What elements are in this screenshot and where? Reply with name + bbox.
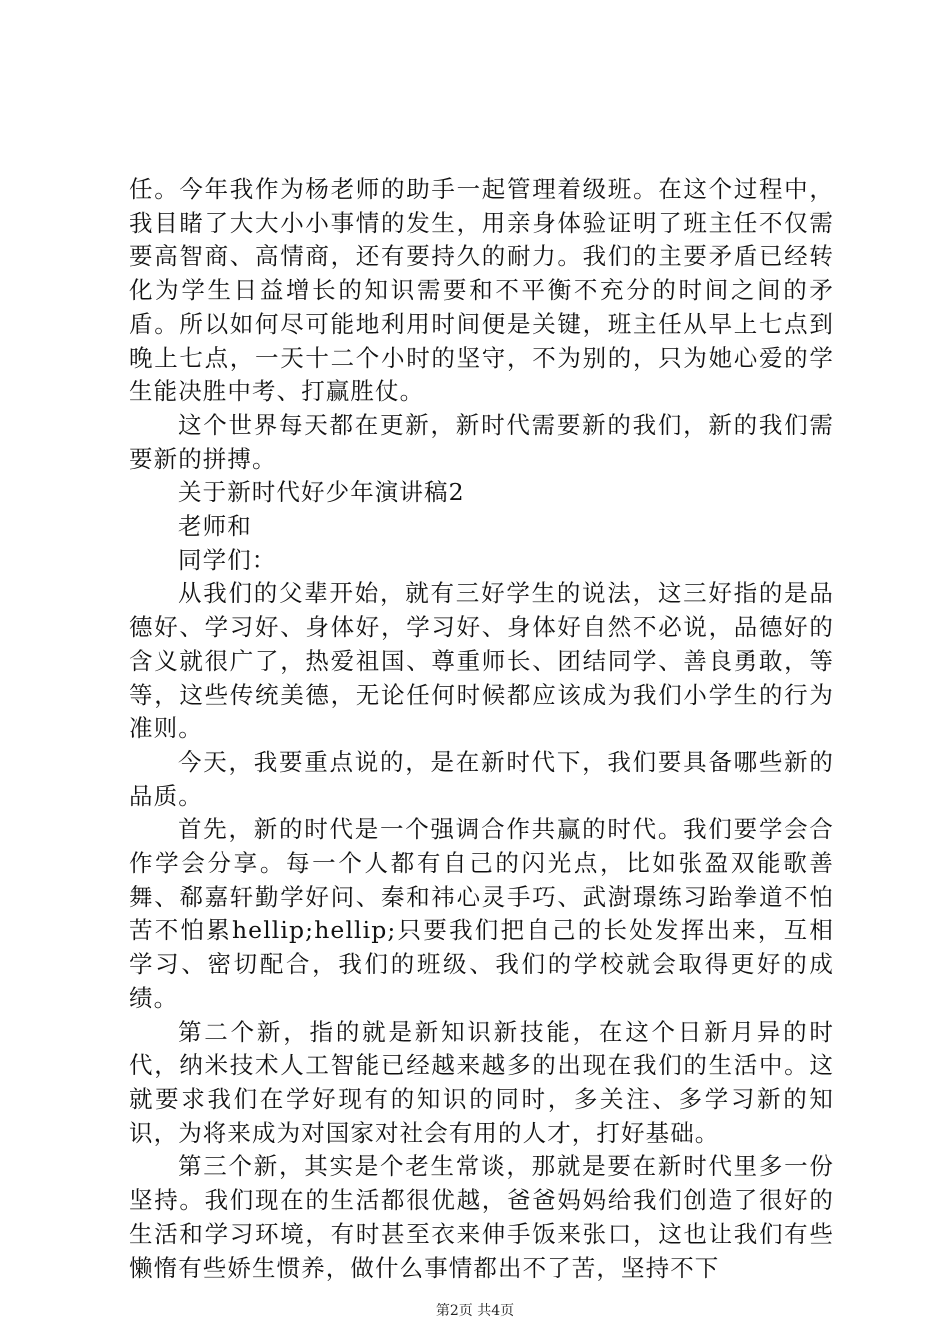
paragraph-second-new: 第二个新，指的就是新知识新技能，在这个日新月异的时代，纳米技术人工智能已经越来越多的出现在我们的生活中。这就要求我们在学好现有的知识的同时，多关注、多学习新的知识，为将来成为对国家对社会有用的人才，打好基础。 [129, 1017, 834, 1147]
paragraph-continued: 任。今年我作为杨老师的助手一起管理着级班。在这个过程中，我目睹了大大小小事情的发生，用亲身体验证明了班主任不仅需要高智商、高情商，还有要持久的耐力。我们的主要矛盾已经转化为学生日益增长的知识需要和不平衡不充分的时间之间的矛盾。所以如何尽可能地利用时间便是关键，班主任从早上七点到晚上七点，一天十二个小时的坚守，不为别的，只为她心爱的学生能决胜中考、打赢胜仗。 [129, 175, 834, 406]
salutation-students: 同学们： [178, 545, 277, 574]
paragraph-today: 今天，我要重点说的，是在新时代下，我们要具备哪些新的品质。 [129, 747, 834, 810]
paragraph-three-goods: 从我们的父辈开始，就有三好学生的说法，这三好指的是品德好、学习好、身体好，学习好、身体好自然不必说，品德好的含义就很广了，热爱祖国、尊重师长、团结同学、善良勇敢，等等，这些传统美德，无论任何时候都应该成为我们小学生的行为准则。 [129, 579, 834, 743]
paragraph-third-new: 第三个新，其实是个老生常谈，那就是要在新时代里多一份坚持。我们现在的生活都很优越，爸爸妈妈给我们创造了很好的生活和学习环境，有时甚至衣来伸手饭来张口，这也让我们有些懒惰有些娇生惯养，做什么事情都出不了苦，坚持不下 [129, 1152, 834, 1282]
document-body [129, 173, 834, 1285]
paragraph-new-era: 这个世界每天都在更新，新时代需要新的我们，新的我们需要新的拼搏。 [129, 410, 834, 473]
paragraph-first-new: 首先，新的时代是一个强调合作共赢的时代。我们要学会合作学会分享。每一个人都有自己的闪光点，比如张盈双能歌善舞、郗嘉轩勤学好问、秦和祎心灵手巧、武澍璟练习跆拳道不怕苦不怕累hellip;hellip;只要我们把自己的长处发挥出来，互相学习、密切配合，我们的班级、我们的学校就会取得更好的成绩。 [129, 815, 834, 1012]
speech-title: 关于新时代好少年演讲稿2 [178, 478, 465, 507]
page-footer: 第2页 共4页 [435, 1303, 515, 1319]
salutation-teachers: 老师和 [178, 512, 252, 541]
